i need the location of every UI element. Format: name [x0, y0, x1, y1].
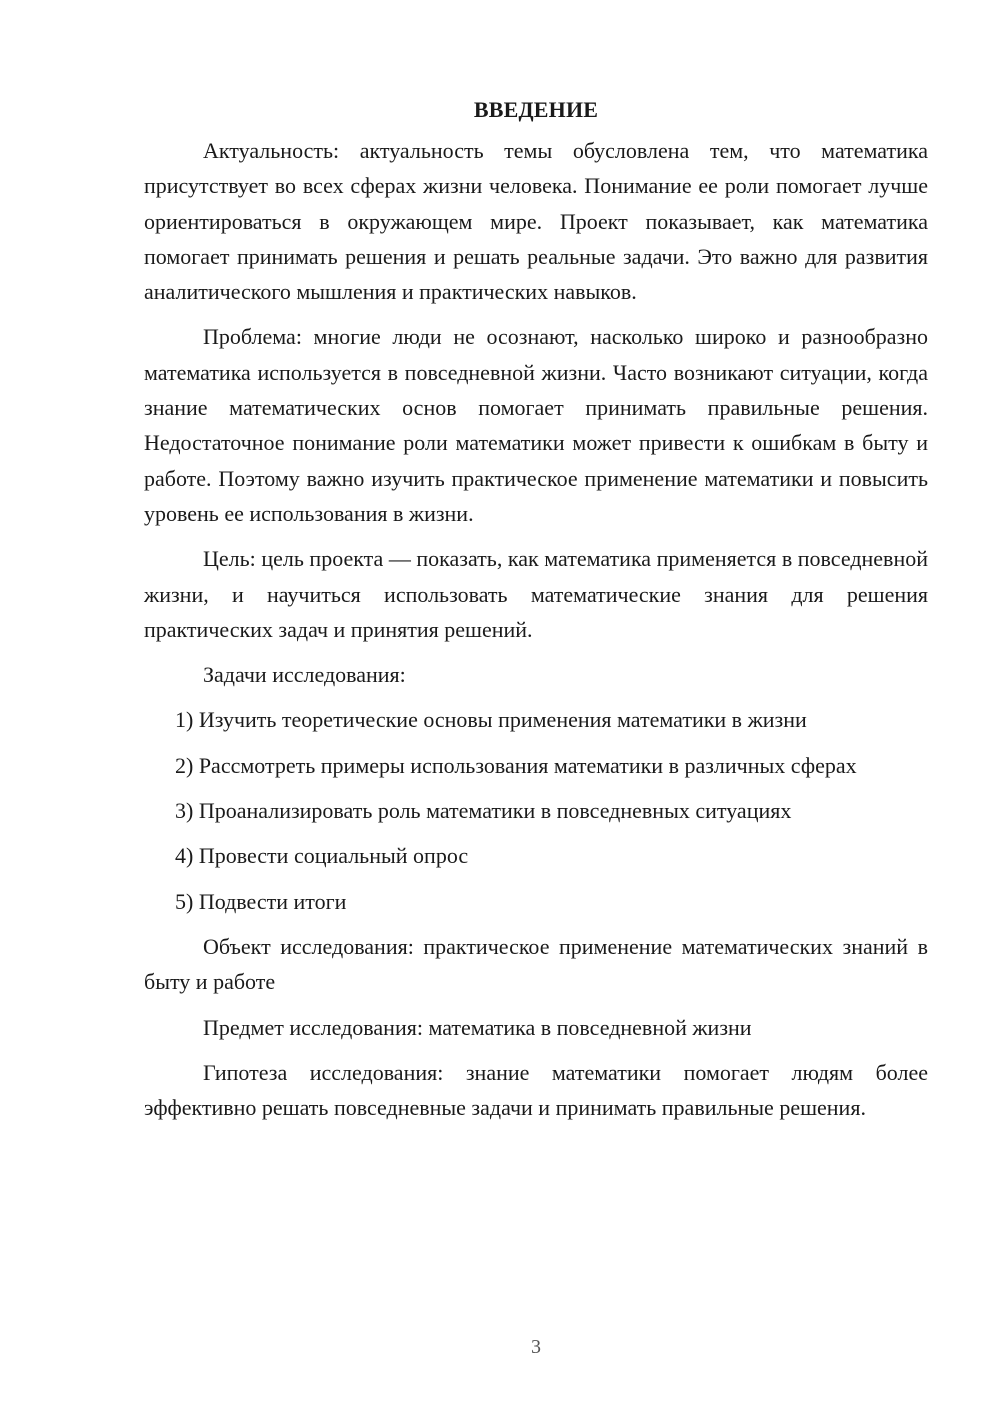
task-item-5: 5) Подвести итоги	[175, 888, 347, 914]
task-item-1: 1) Изучить теоретические основы применения математики в жизни	[175, 707, 807, 733]
task-item-4: 4) Провести социальный опрос	[175, 843, 469, 869]
task-item-3: 3) Проанализировать роль математики в повседневных ситуациях	[175, 798, 792, 824]
paragraph-subject: Предмет исследования: математика в повседневной жизни	[203, 1014, 752, 1040]
paragraph-object: Объект исследования: практическое применение математических знаний в быту и работе	[144, 933, 928, 995]
paragraph-relevance: Актуальность: актуальность темы обусловлена тем, что математика присутствует во всех сферах жизни человека. Понимание ее роли помогает лучше ориентироваться в окружающем мире. Проект показывает, как математика помогает принимать решения и решать реальные задачи. Это важно для развития аналитического мышления и практических навыков.	[144, 138, 928, 305]
page-number: 3	[531, 1336, 541, 1358]
section-title: ВВЕДЕНИЕ	[473, 97, 599, 122]
paragraph-goal: Цель: цель проекта — показать, как математика применяется в повседневной жизни, и научиться использовать математические знания для решения практических задач и принятия решений.	[144, 546, 928, 642]
paragraph-hypothesis: Гипотеза исследования: знание математики помогает людям более эффективно решать повседневные задачи и принимать правильные решения.	[144, 1059, 928, 1121]
tasks-heading: Задачи исследования:	[203, 662, 406, 688]
task-item-2: 2) Рассмотреть примеры использования математики в различных сферах	[175, 752, 857, 778]
document-page	[144, 92, 928, 1135]
paragraph-problem: Проблема: многие люди не осознают, насколько широко и разнообразно математика используется в повседневной жизни. Часто возникают ситуации, когда знание математических основ помогает принимать правильные решения. Недостаточное понимание роли математики может привести к ошибкам в быту и работе. Поэтому важно изучить практическое применение математики и повысить уровень ее использования в жизни.	[144, 324, 928, 526]
